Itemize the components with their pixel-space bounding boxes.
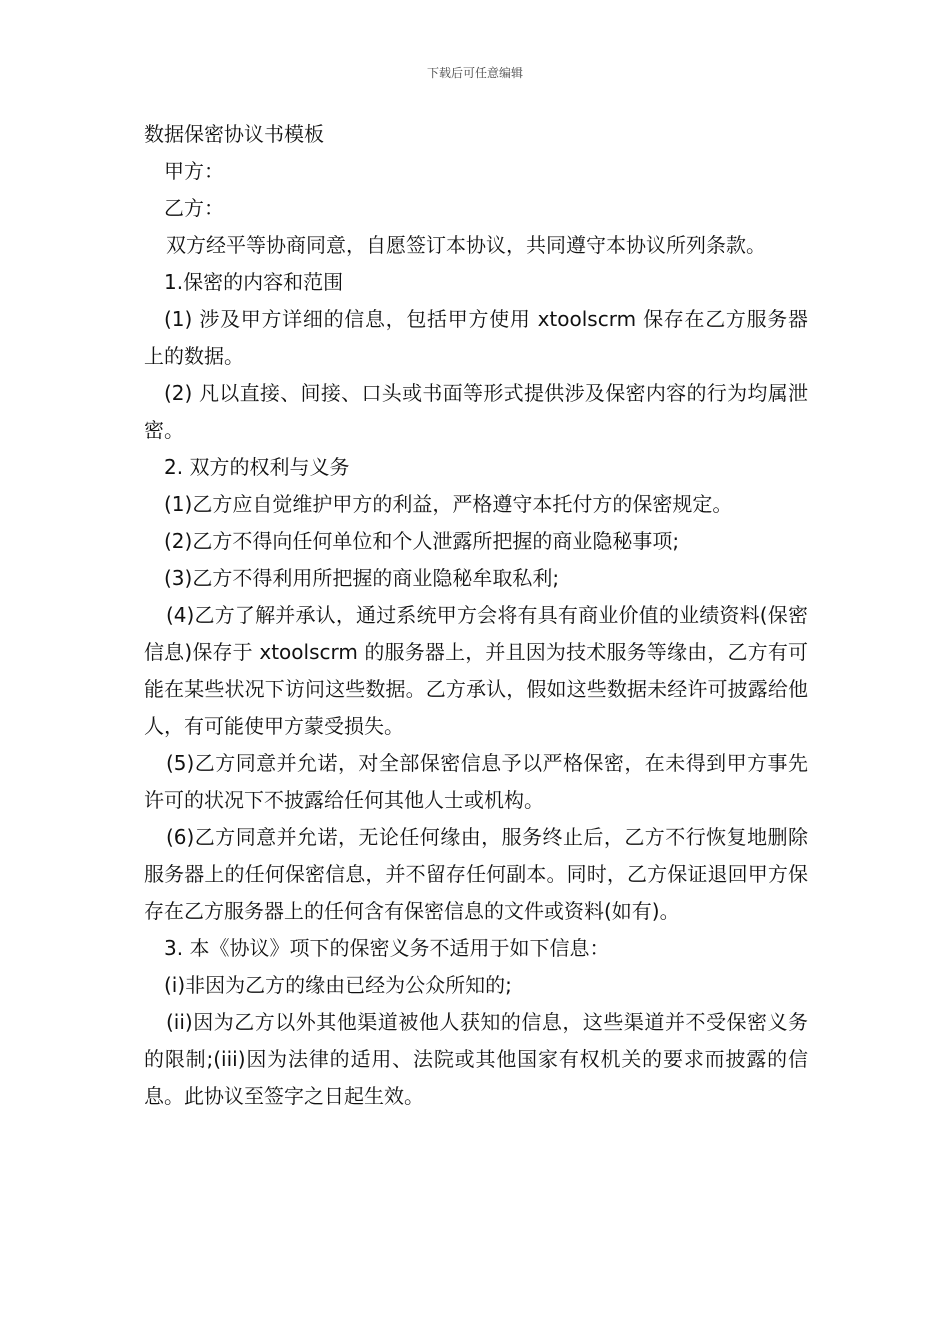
document-title: 数据保密协议书模板 <box>144 122 324 146</box>
section1-heading: 1.保密的内容和范围 <box>164 270 344 294</box>
section3-item: (i)非因为乙方的缘由已经为公众所知的; <box>164 973 512 997</box>
section2-item: (1)乙方应自觉维护甲方的利益，严格遵守本托付方的保密规定。 <box>164 492 733 516</box>
section2-item: (4)乙方了解并承认，通过系统甲方会将有具有商业价值的业绩资料(保密信息)保存于 xtoolscrm 的服务器上，并且因为技术服务等缘由，乙方有可能在某些状况下访问这些数据。乙方承认，假如这些数据未经许可披露给他人，有可能使甲方蒙受损失。 <box>144 603 808 738</box>
section2-item: (5)乙方同意并允诺，对全部保密信息予以严格保密，在未得到甲方事先许可的状况下不披露给任何其他人士或机构。 <box>144 751 808 812</box>
section1-item: (2) 凡以直接、间接、口头或书面等形式提供涉及保密内容的行为均属泄密。 <box>144 381 808 442</box>
section2-heading: 2. 双方的权利与义务 <box>164 455 350 479</box>
section2-item: (3)乙方不得利用所把握的商业隐秘牟取私利; <box>164 566 560 590</box>
section1-item: (1) 涉及甲方详细的信息，包括甲方使用 xtoolscrm 保存在乙方服务器上的数据。 <box>144 307 808 368</box>
section3-heading: 3. 本《协议》项下的保密义务不适用于如下信息： <box>164 936 610 960</box>
section2-item: (6)乙方同意并允诺，无论任何缘由，服务终止后，乙方不行恢复地删除服务器上的任何保密信息，并不留存任何副本。同时，乙方保证退回甲方保存在乙方服务器上的任何含有保密信息的文件或资料(如有)。 <box>144 825 808 923</box>
party-b-line: 乙方： <box>164 196 224 220</box>
section2-item: (2)乙方不得向任何单位和个人泄露所把握的商业隐秘事项; <box>164 529 680 553</box>
page-header: 下载后可任意编辑 <box>426 66 523 80</box>
section3-item: (ii)因为乙方以外其他渠道被他人获知的信息，这些渠道并不受保密义务的限制;(iii)因为法律的适用、法院或其他国家有权机关的要求而披露的信息。此协议至签字之日起生效。 <box>144 1010 808 1108</box>
document-body <box>144 116 808 1115</box>
party-a-line: 甲方： <box>164 159 224 183</box>
intro-paragraph: 双方经平等协商同意，自愿签订本协议，共同遵守本协议所列条款。 <box>166 233 766 257</box>
